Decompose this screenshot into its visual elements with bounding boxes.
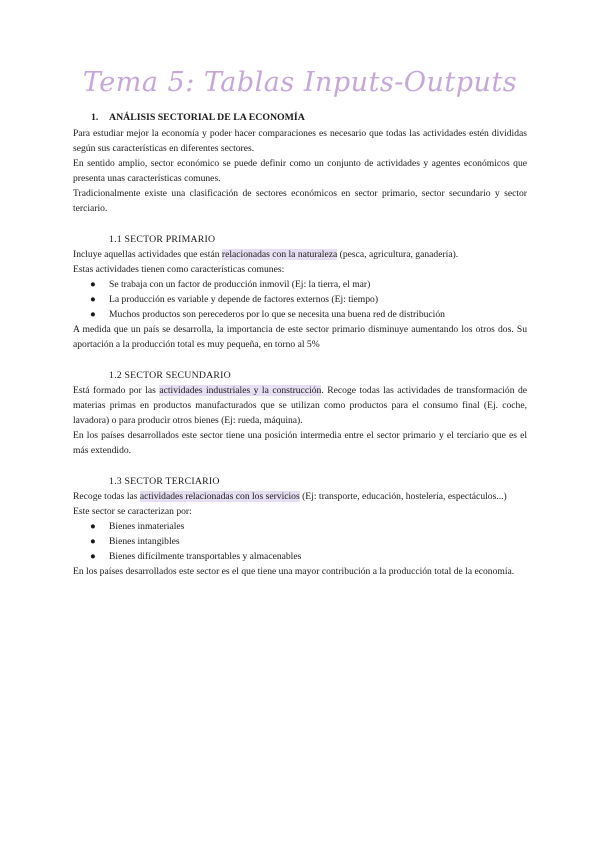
paragraph (73, 489, 527, 504)
paragraph (73, 247, 527, 262)
paragraph: Tradicionalmente existe una clasificación de sectores económicos en sector primario, sector secundario y sector terciario. (73, 188, 527, 214)
subsection-heading-secundario: 1.2 SECTOR SECUNDARIO (109, 370, 231, 381)
paragraph (73, 383, 527, 428)
paragraph: En sentido amplio, sector económico se puede definir como un conjunto de actividades y agentes económicos que presenta unas características comunes. (73, 158, 527, 184)
page-title: Tema 5: Tablas Inputs-Outputs (82, 67, 518, 98)
paragraph: Este sector se caracterizan por: (73, 506, 192, 517)
bullet-list (73, 277, 527, 322)
list-item (73, 534, 527, 549)
bullet-icon: ● (90, 551, 96, 562)
list-item (73, 549, 527, 564)
section-number: 1. (91, 112, 99, 123)
text-run: Recoge todas las (73, 491, 140, 502)
list-item (73, 307, 527, 322)
subsection-heading-terciario: 1.3 SECTOR TERCIARIO (109, 476, 220, 487)
text-run: (Ej: transporte, educación, hostelería, espectáculos...) (299, 491, 507, 502)
bullet-list (73, 519, 527, 564)
list-item-text: La producción es variable y depende de factores externos (Ej: tiempo) (109, 294, 379, 305)
bullet-icon: ● (90, 521, 96, 532)
highlighted-text: actividades relacionadas con los servicios (139, 491, 300, 502)
section-heading-text: ANÁLISIS SECTORIAL DE LA ECONOMÍA (109, 112, 305, 123)
text-run: Incluye aquellas actividades que están (73, 249, 222, 260)
paragraph: A medida que un país se desarrolla, la importancia de este sector primario disminuye aumentando los otros dos. Su aportación a la producción total es muy pequeña, en torno al 5% (73, 324, 527, 350)
list-item-text: Bienes inmateriales (109, 521, 185, 532)
bullet-icon: ● (90, 279, 96, 290)
highlighted-text: actividades industriales y la construcción (159, 385, 322, 396)
bullet-icon: ● (90, 309, 96, 320)
list-item-text: Muchos productos son perecederos por lo que se necesita una buena red de distribución (109, 309, 445, 320)
text-run: . Recoge todas las actividades de transformación de materias primas en productos manufacturados que se utilizan como productos para el consumo final (Ej. coche, lavadora) o para producir otros bienes (Ej: rueda, máquina). (73, 385, 528, 426)
list-item (73, 519, 527, 534)
paragraph: Para estudiar mejor la economía y poder hacer comparaciones es necesario que todas las actividades estén divididas según sus características en diferentes sectores. (73, 128, 527, 154)
paragraph: En los países desarrollados este sector es el que tiene una mayor contribución a la producción total de la economía. (73, 566, 515, 577)
list-item-text: Bienes intangibles (109, 536, 180, 547)
list-item (73, 292, 527, 307)
list-item (73, 277, 527, 292)
list-item-text: Se trabaja con un factor de producción inmovil (Ej: la tierra, el mar) (109, 279, 371, 290)
text-run: (pesca, agricultura, ganadería). (337, 249, 459, 260)
bullet-icon: ● (90, 536, 96, 547)
bullet-icon: ● (90, 294, 96, 305)
document-body (73, 110, 527, 579)
highlighted-text: relacionadas con la naturaleza (221, 249, 338, 260)
subsection-heading-primario: 1.1 SECTOR PRIMARIO (109, 234, 216, 245)
paragraph: Estas actividades tienen como características comunes: (73, 264, 285, 275)
paragraph: En los países desarrollados este sector tiene una posición intermedia entre el sector primario y el terciario que es el más extendido. (73, 430, 527, 456)
section-heading (91, 110, 527, 125)
list-item-text: Bienes difícilmente transportables y almacenables (109, 551, 302, 562)
text-run: Está formado por las (73, 385, 160, 396)
